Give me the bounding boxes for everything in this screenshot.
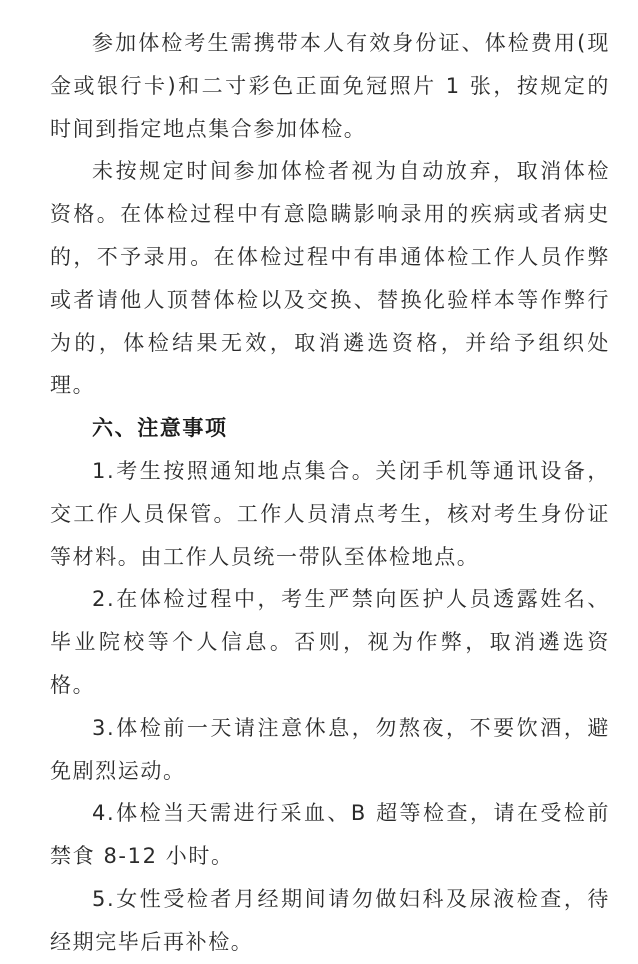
notice-item-5: 5.女性受检者月经期间请勿做妇科及尿液检查，待经期完毕后再补检。 [50, 886, 610, 954]
notice-item-1: 1.考生按照通知地点集合。关闭手机等通讯设备，交工作人员保管。工作人员清点考生，核对考生身份证等材料。由工作人员统一带队至体检地点。 [50, 458, 610, 569]
paragraph-exam-disqualification: 未按规定时间参加体检者视为自动放弃，取消体检资格。在体检过程中有意隐瞒影响录用的疾病或者病史的，不予录用。在体检过程中有串通体检工作人员作弊或者请他人顶替体检以及交换、替换化验样本等作弊行为的，体检结果无效，取消遴选资格，并给予组织处理。 [50, 159, 610, 398]
document-body [50, 0, 610, 964]
section-heading-notes: 六、注意事项 [92, 416, 228, 441]
notice-item-2: 2.在体检过程中，考生严禁向医护人员透露姓名、毕业院校等个人信息。否则，视为作弊，取消遴选资格。 [50, 587, 610, 697]
notice-item-3: 3.体检前一天请注意休息，勿熬夜，不要饮酒，避免剧烈运动。 [50, 715, 610, 783]
notice-item-4: 4.体检当天需进行采血、B 超等检查，请在受检前禁食 8-12 小时。 [50, 801, 610, 869]
paragraph-exam-requirements: 参加体检考生需携带本人有效身份证、体检费用(现金或银行卡)和二寸彩色正面免冠照片 1 张，按规定的时间到指定地点集合参加体检。 [50, 31, 610, 141]
